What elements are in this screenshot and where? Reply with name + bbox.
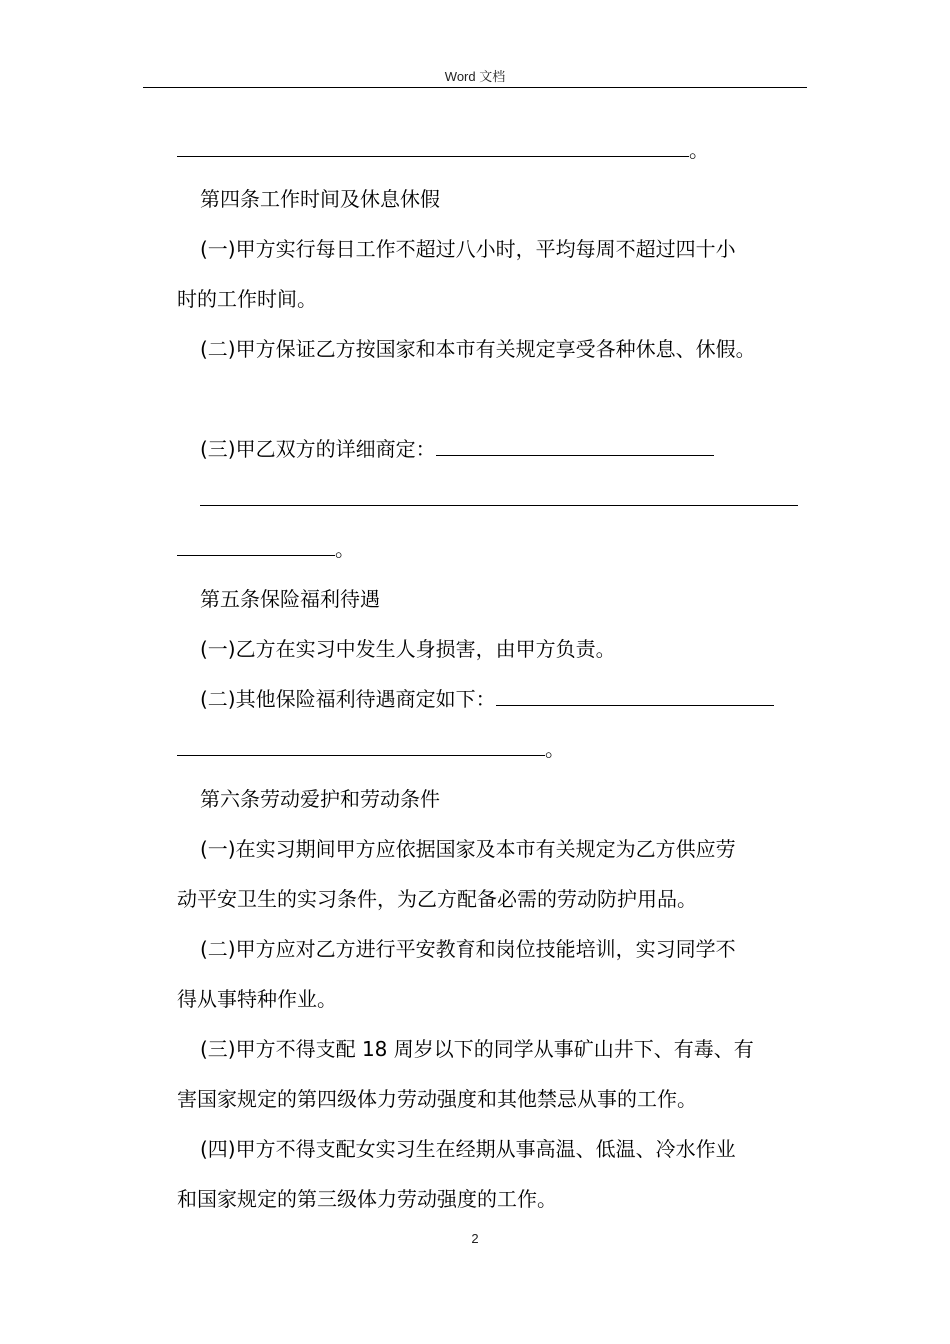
end-mark: 。 (335, 537, 355, 561)
article6-item3-line1: (三)甲方不得支配 18 周岁以下的同学从事矿山井下、有毒、有 (200, 1037, 754, 1061)
page-number: 2 (471, 1231, 479, 1246)
article5-item2 (200, 686, 774, 712)
header-title: Word 文档 (444, 69, 506, 84)
article6-item4-line1: (四)甲方不得支配女实习生在经期从事高温、低温、冷水作业 (200, 1137, 736, 1161)
article4-item1-line2: 时的工作时间。 (177, 287, 317, 311)
blank-field (496, 686, 774, 706)
article5-item2-label: (二)其他保险福利待遇商定如下： (200, 687, 496, 711)
article6-item1-line2: 动平安卫生的实习条件，为乙方配备必需的劳动防护用品。 (177, 887, 697, 911)
article6-title: 第六条劳动爱护和劳动条件 (200, 787, 440, 811)
blank-field (436, 436, 714, 456)
article6-item2-line1: (二)甲方应对乙方进行平安教育和岗位技能培训，实习同学不 (200, 937, 736, 961)
article5-title: 第五条保险福利待遇 (200, 587, 380, 611)
blank-field (177, 137, 689, 157)
blank-line (177, 536, 355, 562)
blank-line (177, 736, 565, 762)
end-mark: 。 (689, 138, 709, 162)
article6-item1-line1: (一)在实习期间甲方应依据国家及本市有关规定为乙方供应劳 (200, 837, 736, 861)
header-rule (143, 87, 807, 88)
article4-item1-line1: (一)甲方实行每日工作不超过八小时，平均每周不超过四十小 (200, 237, 736, 261)
blank-line (200, 486, 798, 512)
article4-item3-label: (三)甲乙双方的详细商定： (200, 437, 436, 461)
article4-item3 (200, 436, 714, 462)
article6-item3-line2: 害国家规定的第四级体力劳动强度和其他禁忌从事的工作。 (177, 1087, 697, 1111)
article4-item2: (二)甲方保证乙方按国家和本市有关规定享受各种休息、休假。 (200, 337, 756, 361)
article6-item2-line2: 得从事特种作业。 (177, 987, 337, 1011)
end-mark: 。 (545, 737, 565, 761)
article5-item1: (一)乙方在实习中发生人身损害，由甲方负责。 (200, 637, 616, 661)
article4-title: 第四条工作时间及休息休假 (200, 187, 440, 211)
blank-field (177, 536, 335, 556)
article6-item4-line2: 和国家规定的第三级体力劳动强度的工作。 (177, 1187, 557, 1211)
blank-field (177, 736, 545, 756)
blank-field (200, 486, 798, 506)
blank-line (177, 137, 709, 163)
